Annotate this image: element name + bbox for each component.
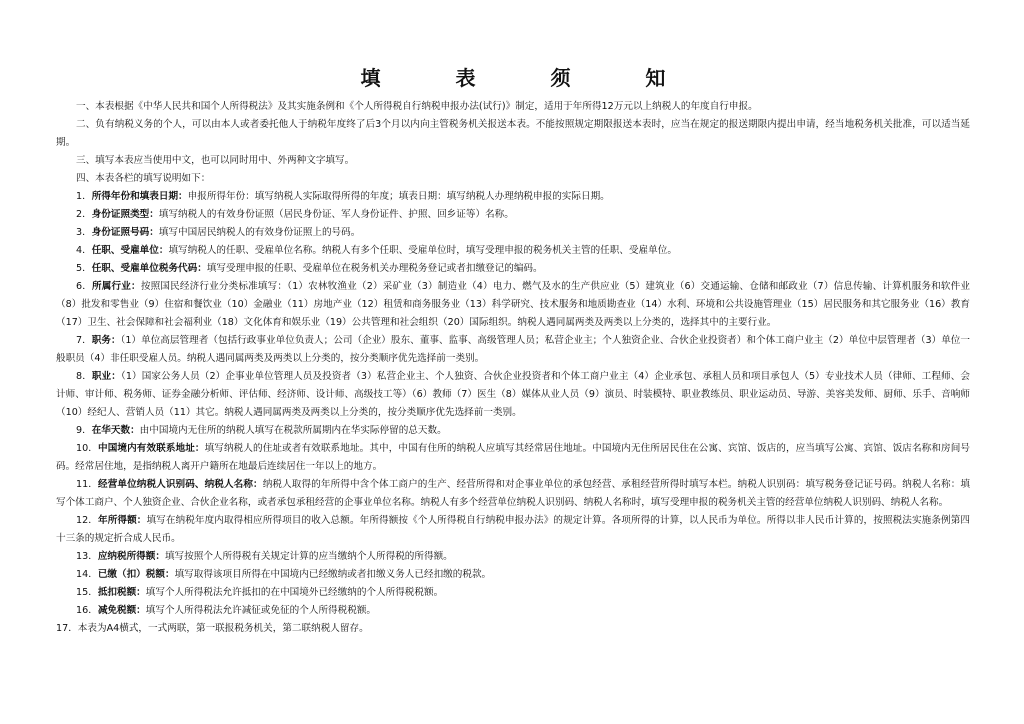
item-number: 1． bbox=[76, 191, 92, 202]
item-16 bbox=[56, 602, 970, 620]
item-1 bbox=[56, 188, 970, 206]
item-3 bbox=[56, 224, 970, 242]
item-label: 在华天数： bbox=[91, 425, 140, 436]
item-number: 2． bbox=[76, 209, 92, 220]
item-number: 3． bbox=[76, 227, 92, 238]
item-text: 申报所得年份：填写纳税人实际取得所得的年度；填表日期：填写纳税人办理纳税申报的实际日期。 bbox=[187, 191, 610, 202]
intro-paragraph-4: 四、本表各栏的填写说明如下： bbox=[76, 173, 211, 184]
item-4 bbox=[56, 242, 970, 260]
intro-paragraph-1: 一、本表根据《中华人民共和国个人所得税法》及其实施条例和《个人所得税自行纳税申报办法(试行)》制定，适用于年所得12万元以上纳税人的年度自行申报。 bbox=[76, 101, 758, 112]
item-text: 填写取得该项目所得在中国境内已经缴纳或者扣缴义务人已经扣缴的税款。 bbox=[174, 569, 492, 580]
item-2 bbox=[56, 206, 970, 224]
item-11 bbox=[56, 476, 970, 512]
item-text: 填写纳税人的有效身份证照（居民身份证、军人身份证件、护照、回乡证等）名称。 bbox=[158, 209, 514, 220]
item-label: 年所得额： bbox=[98, 515, 147, 526]
item-number: 8． bbox=[76, 371, 92, 382]
item-text: 由中国境内无住所的纳税人填写在税款所属期内在华实际停留的总天数。 bbox=[139, 425, 447, 436]
item-15 bbox=[56, 584, 970, 602]
item-text: 填写纳税人的任职、受雇单位名称。纳税人有多个任职、受雇单位时，填写受理申报的税务机关主管的任职、受雇单位。 bbox=[168, 245, 677, 256]
item-text: 填写在纳税年度内取得相应所得项目的收入总额。年所得额按《个人所得税自行纳税申报办法》的规定计算。各项所得的计算，以人民币为单位。所得以非人民币计算的，按照税法实施条例第四十三条的规定折合成人民币。 bbox=[56, 515, 970, 544]
item-number: 9． bbox=[76, 425, 92, 436]
item-label: 所属行业： bbox=[92, 281, 141, 292]
item-text: 按照国民经济行业分类标准填写：（1）农林牧渔业（2）采矿业（3）制造业（4）电力、燃气及水的生产供应业（5）建筑业（6）交通运输、仓储和邮政业（7）信息传输、计算机服务和软件业（8）批发和零售业（9）住宿和餐饮业（10）金融业（11）房地产业（12）租赁和商务服务业（13）科学研究、技术服务和地质勘查业（14）水利、环境和公共设施管理业（15）居民服务和其它服务业（16）教育（17）卫生、社会保障和社会福利业（18）文化体育和娱乐业（19）公共管理和社会组织（20）国际组织。纳税人遇同属两类及两类以上分类的，选择其中的主要行业。 bbox=[56, 281, 971, 328]
item-text: 填写个人所得税法允许抵扣的在中国境外已经缴纳的个人所得税税额。 bbox=[145, 587, 444, 598]
item-label: 已缴（扣）税额： bbox=[97, 569, 175, 580]
item-number: 16． bbox=[76, 605, 98, 616]
item-label: 任职、受雇单位： bbox=[91, 245, 169, 256]
item-label: 身份证照类型： bbox=[91, 209, 159, 220]
item-label: 抵扣税额： bbox=[97, 587, 146, 598]
item-number: 4． bbox=[76, 245, 92, 256]
item-9 bbox=[56, 422, 970, 440]
item-number: 14． bbox=[76, 569, 98, 580]
item-label: 减免税额： bbox=[97, 605, 146, 616]
item-number: 7． bbox=[76, 335, 92, 346]
item-7 bbox=[56, 332, 970, 368]
item-label: 所得年份和填表日期： bbox=[91, 191, 188, 202]
item-number: 15． bbox=[76, 587, 98, 598]
item-13 bbox=[56, 548, 970, 566]
item-text: 填写受理申报的任职、受雇单位在税务机关办理税务登记或者扣缴登记的编码。 bbox=[206, 263, 543, 274]
item-number: 6． bbox=[76, 281, 93, 292]
item-number: 11． bbox=[76, 479, 98, 490]
item-text: 填写个人所得税法允许减征或免征的个人所得税税额。 bbox=[145, 605, 377, 616]
document-title: 填 表 须 知 bbox=[360, 66, 700, 90]
item-text: 填写中国居民纳税人的有效身份证照上的号码。 bbox=[158, 227, 361, 238]
item-label: 中国境内有效联系地址： bbox=[98, 443, 205, 454]
item-number: 12． bbox=[76, 515, 98, 526]
item-8 bbox=[56, 368, 970, 422]
item-12 bbox=[56, 512, 970, 548]
item-label: 职业： bbox=[91, 371, 121, 382]
item-label: 经营单位纳税人识别码、纳税人名称： bbox=[98, 479, 263, 490]
item-text: 纳税人取得的年所得中含个体工商户的生产、经营所得和对企事业单位的承包经营、承租经营所得时填写本栏。纳税人识别码：填写税务登记证号码。纳税人名称：填写个体工商户、个人独资企业、合伙企业名称，或者承包承租经营的企事业单位名称。纳税人有多个经营单位纳税人识别码、纳税人名称时，填写受理申报的税务机关主管的经营单位纳税人识别码、纳税人名称。 bbox=[56, 479, 970, 508]
item-14 bbox=[56, 566, 970, 584]
item-text: （1）单位高层管理者（包括行政事业单位负责人；公司（企业）股东、董事、监事、高级管理人员；私营企业主；个人独资企业、合伙企业投资者）和个体工商户业主（2）单位中层管理者（3）单位一般职员（4）非任职受雇人员。纳税人遇同属两类及两类以上分类的，按分类顺序优先选择前一类别。 bbox=[56, 335, 970, 364]
item-number: 5． bbox=[76, 263, 92, 274]
item-10 bbox=[56, 440, 970, 476]
item-label: 任职、受雇单位税务代码： bbox=[91, 263, 207, 274]
item-text: 填写纳税人的住址或者有效联系地址。其中，中国有住所的纳税人应填写其经常居住地址。中国境内无住所居民住在公寓、宾馆、饭店的，应当填写公寓、宾馆、饭店名称和房间号码。经常居住地，是指纳税人离开户籍所在地最后连续居住一年以上的地方。 bbox=[56, 443, 970, 472]
item-number: 13． bbox=[76, 551, 98, 562]
item-6 bbox=[56, 278, 970, 332]
item-text: 填写按照个人所得税有关规定计算的应当缴纳个人所得税的所得额。 bbox=[164, 551, 453, 562]
item-number: 10． bbox=[76, 443, 98, 454]
intro-paragraph-2: 二、负有纳税义务的个人，可以由本人或者委托他人于纳税年度终了后3个月以内向主管税务机关报送本表。不能按照规定期限报送本表时，应当在规定的报送期限内提出申请，经当地税务机关批准，可以适当延期。 bbox=[56, 119, 970, 148]
item-label: 应纳税所得额： bbox=[97, 551, 165, 562]
item-5 bbox=[56, 260, 970, 278]
intro-paragraph-3: 三、填写本表应当使用中文，也可以同时用中、外两种文字填写。 bbox=[76, 155, 355, 166]
item-label: 职务： bbox=[91, 335, 121, 346]
footer-note: 17．本表为A4横式，一式两联，第一联报税务机关，第二联纳税人留存。 bbox=[56, 623, 369, 634]
item-label: 身份证照号码： bbox=[91, 227, 159, 238]
item-text: （1）国家公务人员（2）企事业单位管理人员及投资者（3）私营企业主、个人独资、合伙企业投资者和个体工商户业主（4）企业承包、承租人员和项目承包人（5）专业技术人员（律师、工程师、会计师、审计师、税务师、证券金融分析师、评估师、经济师、设计师、高级技工等）（6）教师（7）医生（8）媒体从业人员（9）演员、时装模特、职业教练员、职业运动员、导游、美容美发师、厨师、乐手、音响师（10）经纪人、营销人员（11）其它。纳税人遇同属两类及两类以上分类的，按分类顺序优先选择前一类别。 bbox=[56, 371, 971, 418]
